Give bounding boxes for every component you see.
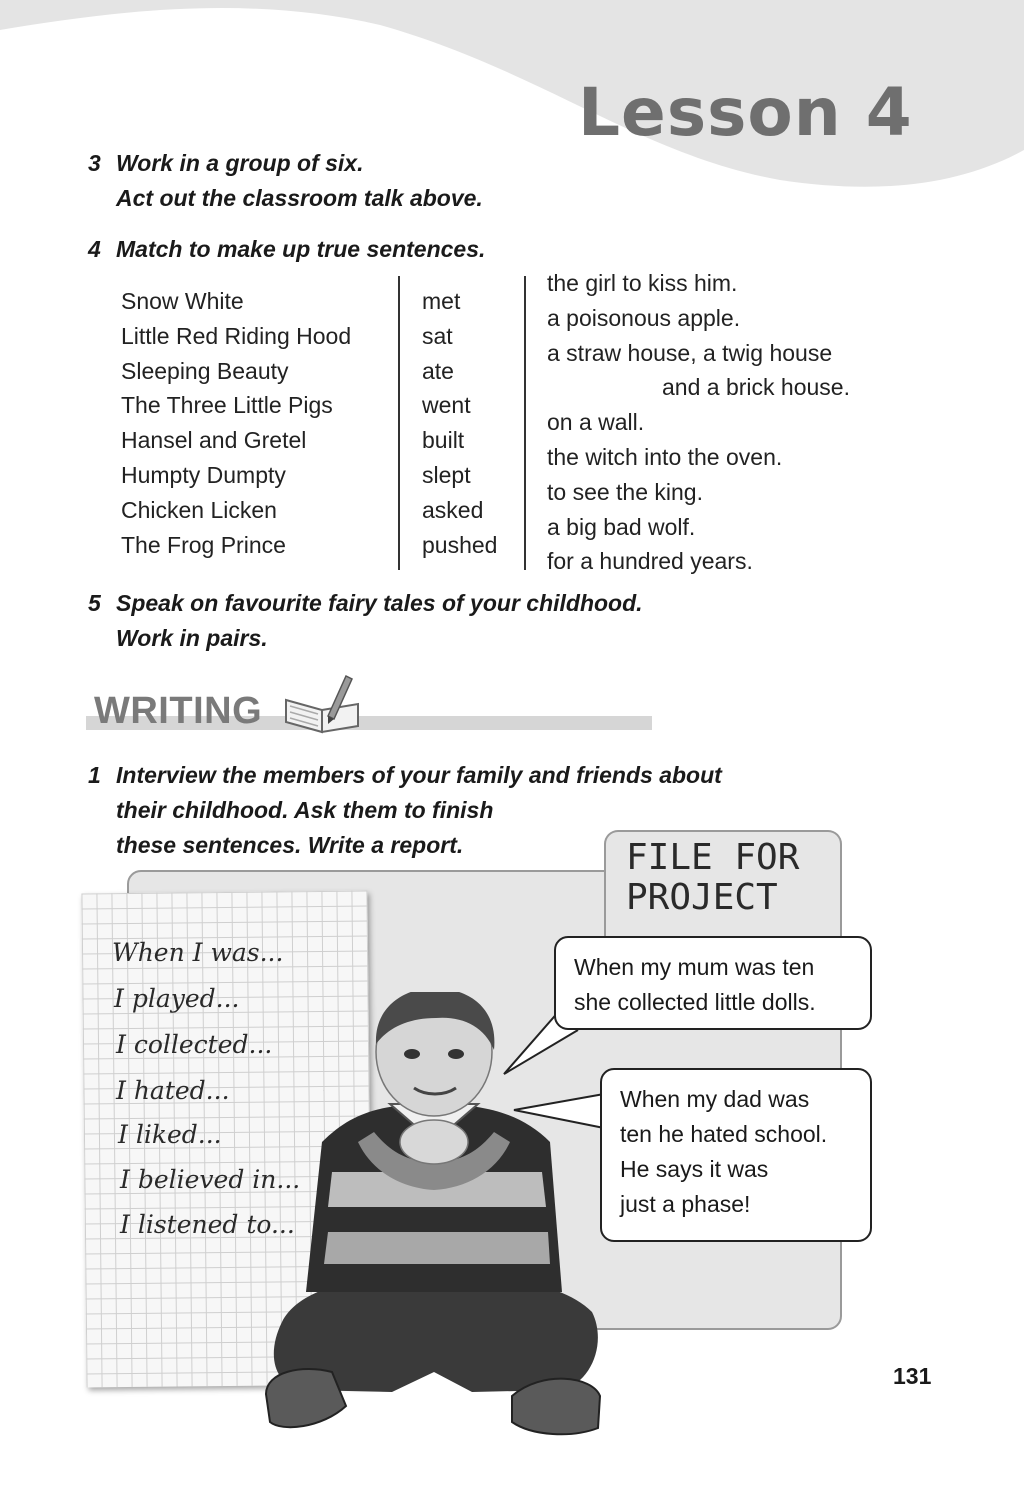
- endings-column: [547, 266, 850, 579]
- sentence-prompt: I believed in...: [120, 1165, 301, 1194]
- list-item: the witch into the oven.: [547, 443, 783, 470]
- page-number: 131: [893, 1363, 932, 1389]
- task-3: [88, 146, 483, 216]
- list-item: asked: [422, 496, 484, 523]
- project-label-line: PROJECT: [626, 877, 778, 918]
- list-item: a straw house, a twig house: [547, 339, 833, 366]
- list-item: a poisonous apple.: [547, 304, 741, 331]
- task-text: Act out the classroom talk above.: [116, 185, 483, 211]
- notebook-pencil-icon: [282, 670, 362, 736]
- list-item: went: [422, 392, 471, 419]
- bubble-text: just a phase!: [620, 1191, 751, 1217]
- speech-bubble-dad: [600, 1068, 872, 1242]
- list-item: to see the king.: [547, 478, 703, 505]
- speech-bubble-tail: [512, 1092, 612, 1132]
- column-divider: [524, 276, 526, 570]
- list-item: and a brick house.: [662, 374, 850, 401]
- column-divider: [398, 276, 400, 570]
- list-item: built: [422, 427, 465, 454]
- task-text: these sentences. Write a report.: [116, 832, 464, 858]
- list-item: The Frog Prince: [121, 531, 286, 558]
- lesson-title: Lesson 4: [578, 74, 913, 151]
- task-5: [88, 586, 643, 656]
- task-number: 5: [88, 590, 101, 616]
- task-text: Work in a group of six.: [116, 150, 364, 176]
- task-number: 3: [88, 150, 101, 176]
- project-label: [626, 838, 799, 918]
- list-item: a big bad wolf.: [547, 513, 696, 540]
- sentence-prompt: I listened to...: [120, 1210, 295, 1239]
- subjects-column: [121, 284, 351, 562]
- bubble-text: When my dad was: [620, 1086, 810, 1112]
- speech-bubble-mum: [554, 936, 872, 1030]
- list-item: The Three Little Pigs: [121, 392, 333, 419]
- list-item: ate: [422, 357, 454, 384]
- bubble-text: she collected little dolls.: [574, 989, 816, 1015]
- task-number: 4: [88, 236, 101, 262]
- task-text: Work in pairs.: [116, 625, 268, 651]
- task-text: their childhood. Ask them to finish: [116, 797, 494, 823]
- list-item: Snow White: [121, 288, 244, 314]
- sentence-prompt: When I was...: [112, 938, 284, 967]
- list-item: Sleeping Beauty: [121, 357, 289, 384]
- task-text: Interview the members of your family and friends about: [116, 762, 722, 788]
- list-item: sat: [422, 322, 453, 349]
- task-number: 1: [88, 762, 101, 788]
- verbs-column: [422, 284, 497, 562]
- sentence-prompt: I liked...: [118, 1120, 222, 1149]
- list-item: Little Red Riding Hood: [121, 322, 352, 349]
- section-title: WRITING: [94, 690, 263, 732]
- list-item: slept: [422, 461, 471, 488]
- project-label-line: FILE FOR: [626, 837, 800, 878]
- list-item: Chicken Licken: [121, 496, 277, 523]
- sentence-prompt: I played...: [114, 984, 240, 1013]
- bubble-text: ten he hated school.: [620, 1121, 828, 1147]
- list-item: Humpty Dumpty: [121, 461, 286, 488]
- sentence-prompt: I hated...: [116, 1076, 230, 1105]
- list-item: for a hundred years.: [547, 548, 753, 575]
- sentence-prompt: I collected...: [116, 1030, 273, 1059]
- task-text: Match to make up true sentences.: [116, 236, 486, 262]
- list-item: Hansel and Gretel: [121, 427, 307, 454]
- list-item: on a wall.: [547, 409, 645, 436]
- list-item: pushed: [422, 531, 498, 558]
- task-text: Speak on favourite fairy tales of your childhood.: [116, 590, 643, 616]
- task-4: [88, 232, 485, 267]
- list-item: met: [422, 288, 461, 314]
- list-item: the girl to kiss him.: [547, 270, 738, 296]
- bubble-text: He says it was: [620, 1156, 769, 1182]
- bubble-text: When my mum was ten: [574, 954, 815, 980]
